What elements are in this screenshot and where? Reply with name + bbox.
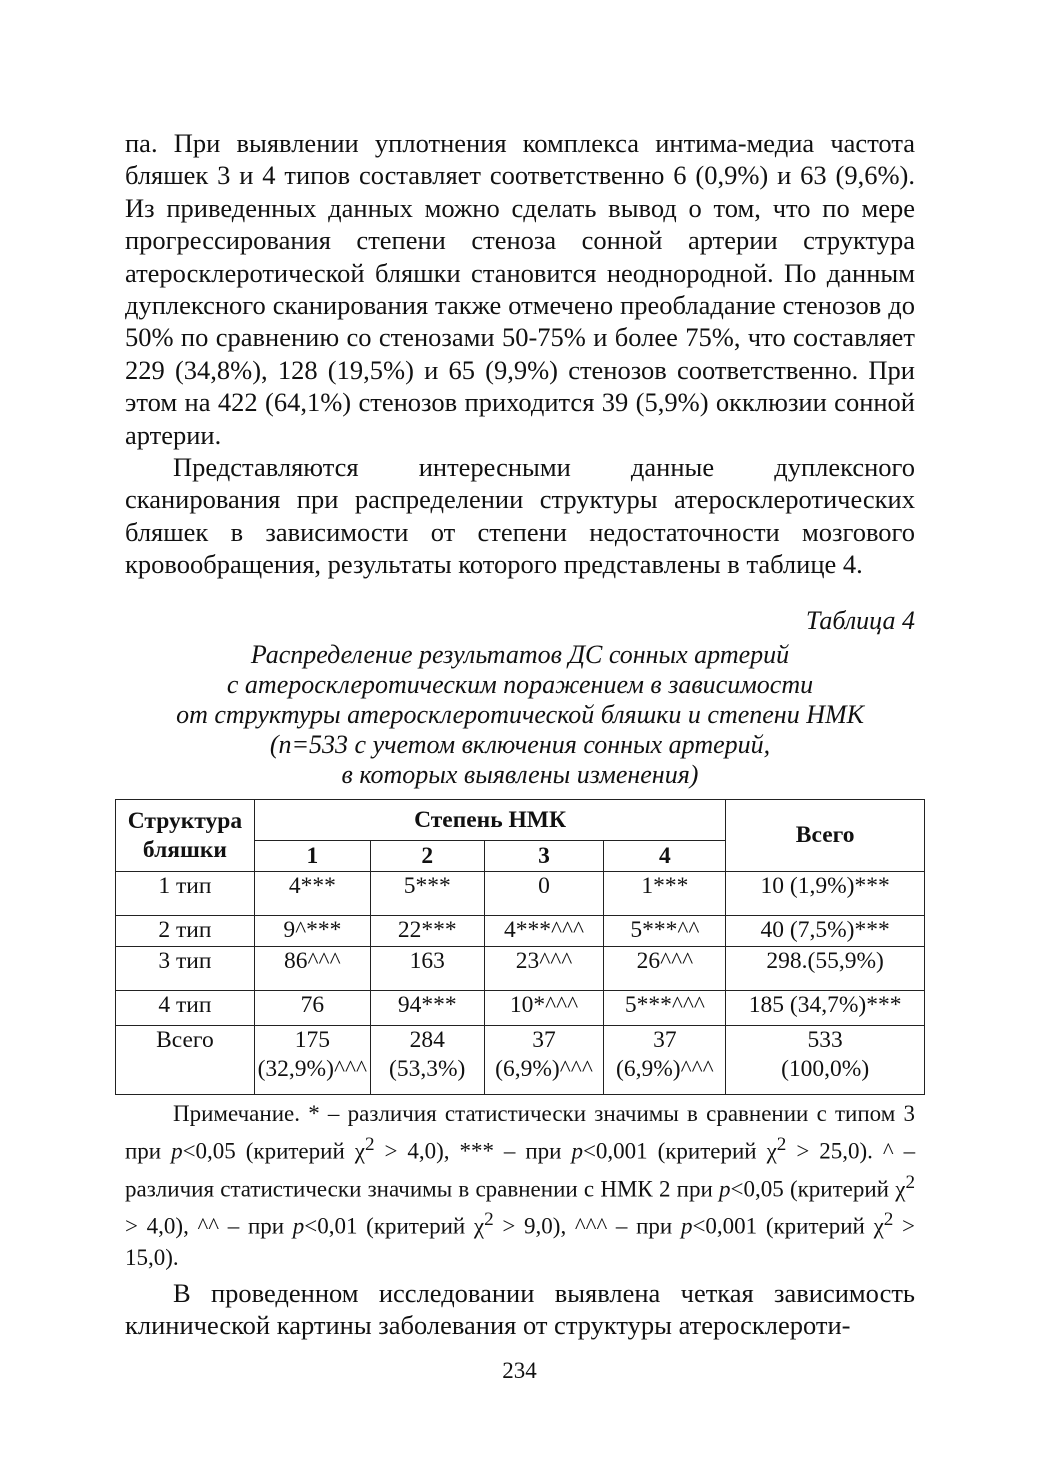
total-value: 533 xyxy=(807,1027,843,1053)
header-degree-1: 1 xyxy=(254,841,370,872)
paragraph-2: Представляются интересными данные дуплексного сканирования при распределении структуры атеросклеротических бляшек в зависимости от степени недостаточности мозгового кровообращения, результаты которого представлены в таблице 4. xyxy=(125,452,915,580)
total-value: 175 xyxy=(294,1027,330,1053)
total-row xyxy=(116,1026,925,1095)
note-text: > 9,0), ^^^ – при xyxy=(502,1213,673,1239)
note-text: > 25,0). ^ – различия статистически значимы в сравнении с НМК 2 при xyxy=(125,1138,916,1202)
header-row xyxy=(116,800,925,841)
table-cell: 5***^^ xyxy=(604,916,726,947)
table-cell: 1*** xyxy=(604,872,726,916)
table-cell xyxy=(370,1026,484,1095)
header-degree-3: 3 xyxy=(484,841,604,872)
caption-line: с атеросклеротическим поражением в зависимости xyxy=(226,670,814,699)
chi-symbol: χ xyxy=(473,1213,485,1239)
table-cell xyxy=(604,1026,726,1095)
paragraph-1: па. При выявлении уплотнения комплекса интима-медиа частота бляшек 3 и 4 типов составляет соответственно 6 (0,9%) и 63 (9,6%). Из приведенных данных можно сделать вывод о том, что по мере прогрессирования степени стеноза сонной артерии структура атеросклеротической бляшки становится неоднородной. По данным дуплексного сканирования также отмечено преобладание стенозов до 50% по сравнению со стенозами 50-75% и более 75%, что составляет 229 (34,8%), 128 (19,5%) и 65 (9,9%) стенозов соответственно. При этом на 422 (64,1%) стенозов приходится 39 (5,9%) окклюзии сонной артерии. xyxy=(125,128,915,450)
table-cell: 94*** xyxy=(370,991,484,1026)
table-cell: 10 (1,9%)*** xyxy=(726,872,925,916)
note-text: <0,001 (критерий xyxy=(692,1213,865,1239)
table-cell: 5***^^^ xyxy=(604,991,726,1026)
table-cell: 298.(55,9%) xyxy=(726,947,925,991)
total-value: 37 xyxy=(653,1027,677,1053)
total-percent: (32,9%)^^^ xyxy=(257,1056,368,1082)
row-label: 1 тип xyxy=(116,872,255,916)
chi-symbol: χ xyxy=(354,1138,365,1164)
header-degree-2: 2 xyxy=(370,841,484,872)
table-cell: 86^^^ xyxy=(254,947,370,991)
total-percent: (6,9%)^^^ xyxy=(616,1056,714,1082)
row-label: 2 тип xyxy=(116,916,255,947)
table-cell: 76 xyxy=(254,991,370,1026)
p-symbol: p xyxy=(292,1213,305,1239)
header-degree-4: 4 xyxy=(604,841,726,872)
table-cell: 23^^^ xyxy=(484,947,604,991)
table-row xyxy=(116,991,925,1026)
table-cell: 40 (7,5%)*** xyxy=(726,916,925,947)
table-note xyxy=(125,1098,915,1273)
header-degree: Степень НМК xyxy=(254,800,725,841)
table-cell xyxy=(726,1026,925,1095)
table-cell: 163 xyxy=(370,947,484,991)
superscript: 2 xyxy=(776,1134,787,1155)
page-number: 234 xyxy=(502,1358,537,1383)
table-label: Таблица 4 xyxy=(805,606,915,635)
data-table xyxy=(115,799,925,1095)
total-percent: (53,3%) xyxy=(389,1056,466,1082)
table-cell: 10*^^^ xyxy=(484,991,604,1026)
table-cell: 4*** xyxy=(254,872,370,916)
header-total: Всего xyxy=(726,800,925,872)
note-text: > 4,0), *** – при xyxy=(384,1138,562,1164)
table-cell: 22*** xyxy=(370,916,484,947)
table-cell: 5*** xyxy=(370,872,484,916)
row-label: Всего xyxy=(116,1026,255,1095)
caption-line: (n=533 с учетом включения сонных артерий, xyxy=(269,730,771,759)
paragraph-3: В проведенном исследовании выявлена четкая зависимость клинической картины заболевания от структуры атеросклероти- xyxy=(125,1278,915,1341)
table-row xyxy=(116,916,925,947)
table-cell: 26^^^ xyxy=(604,947,726,991)
total-percent: (100,0%) xyxy=(781,1056,870,1082)
total-percent: (6,9%)^^^ xyxy=(495,1056,593,1082)
superscript: 2 xyxy=(905,1171,916,1193)
row-label: 3 тип xyxy=(116,947,255,991)
note-text: * – различия статистически значимы в сравнении с типом 3 при xyxy=(125,1101,916,1164)
caption-line: в которых выявлены изменения) xyxy=(341,760,699,789)
note-text: <0,01 (критерий xyxy=(304,1213,466,1239)
chi-symbol: χ xyxy=(895,1176,906,1202)
table-cell xyxy=(254,1026,370,1095)
note-text: <0,05 (критерий xyxy=(730,1176,889,1202)
p-symbol: p xyxy=(571,1138,583,1164)
note-text: <0,001 (критерий xyxy=(582,1138,757,1164)
total-value: 284 xyxy=(409,1027,445,1053)
table-row xyxy=(116,947,925,991)
table-cell: 185 (34,7%)*** xyxy=(726,991,925,1026)
note-text: <0,05 (критерий xyxy=(182,1138,345,1164)
table-cell: 4***^^^ xyxy=(484,916,604,947)
note-text: > 15,0). xyxy=(125,1213,916,1270)
table-caption xyxy=(125,640,915,790)
p-symbol: p xyxy=(680,1213,693,1239)
caption-line: Распределение результатов ДС сонных артерий xyxy=(250,640,790,669)
superscript: 2 xyxy=(883,1209,894,1231)
table-cell: 9^*** xyxy=(254,916,370,947)
p-symbol: p xyxy=(719,1176,731,1202)
total-value: 37 xyxy=(532,1027,556,1053)
table-row xyxy=(116,872,925,916)
chi-symbol: χ xyxy=(766,1138,777,1164)
p-symbol: p xyxy=(171,1138,183,1164)
header-structure: Структура бляшки xyxy=(116,800,255,872)
table-cell xyxy=(484,1026,604,1095)
superscript: 2 xyxy=(364,1134,375,1155)
chi-symbol: χ xyxy=(873,1213,884,1239)
row-label: 4 тип xyxy=(116,991,255,1026)
superscript: 2 xyxy=(484,1209,494,1231)
note-label: Примечание. xyxy=(173,1101,300,1126)
table-cell: 0 xyxy=(484,872,604,916)
caption-line: от структуры атеросклеротической бляшки и степени НМК xyxy=(176,700,864,729)
note-text: > 4,0), ^^ – при xyxy=(125,1213,285,1239)
